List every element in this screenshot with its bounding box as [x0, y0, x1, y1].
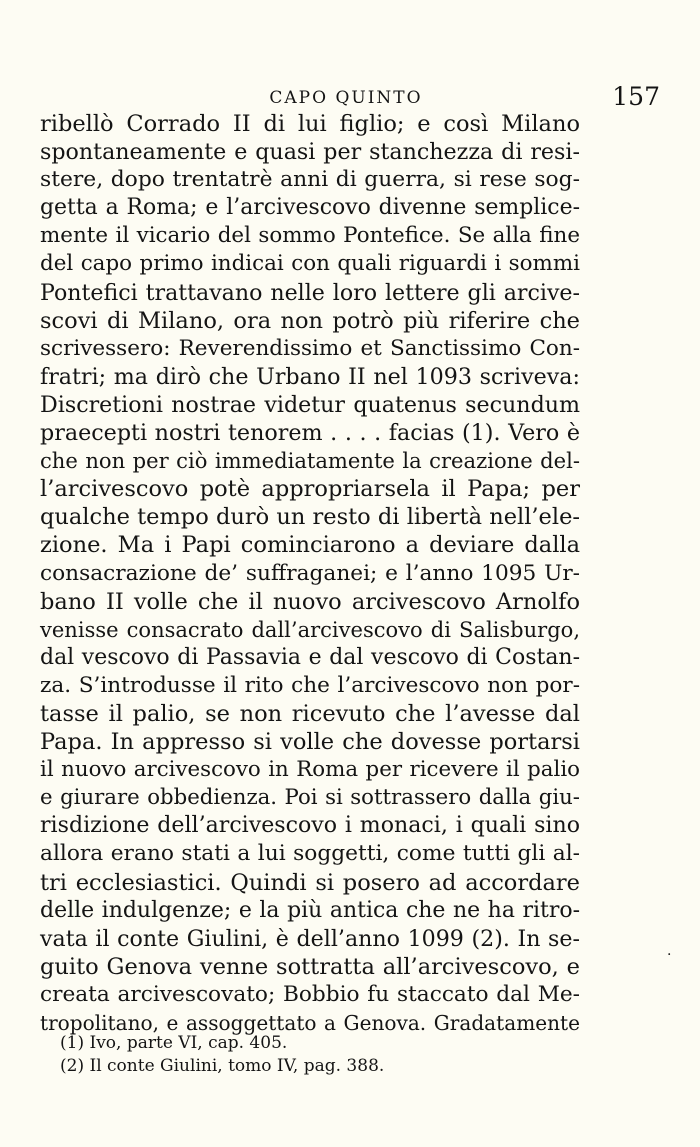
footnote-1: (1) Ivo, parte VI, cap. 405.	[60, 1033, 288, 1053]
text-line: dal vescovo di Passavia e dal vescovo di Costan-	[40, 644, 580, 670]
running-head	[40, 82, 660, 111]
footnotes	[60, 1032, 620, 1078]
running-title: CAPO QUINTO	[269, 88, 423, 108]
text-line: il nuovo arcivescovo in Roma per ricevere il palio	[40, 757, 580, 783]
text-line: vata il conte Giulini, è dell’anno 1099 (2). In se-	[40, 925, 580, 952]
text-line: risdizione dell’arcivescovo i monaci, i quali sino	[40, 813, 580, 839]
text-line: bano II volle che il nuovo arcivescovo Arnolfo	[40, 588, 580, 615]
text-line: fratri; ma dirò che Urbano II nel 1093 scriveva:	[40, 363, 580, 390]
text-line: scrivessero: Reverendissimo et Sanctissimo Con-	[40, 335, 580, 361]
text-line: zione. Ma i Papi cominciarono a deviare dalla	[40, 532, 580, 559]
text-line: spontaneamente e quasi per stanchezza di resi-	[40, 139, 580, 166]
text-line: che non per ciò immediatamente la creazione del-	[40, 448, 580, 474]
text-line: e giurare obbedienza. Poi si sottrassero dalla giu-	[40, 785, 580, 811]
text-line: scovi di Milano, ora non potrò più riferire che	[40, 307, 580, 334]
text-line: venisse consacrato dall’arcivescovo di Salisburgo,	[40, 616, 580, 642]
text-line: tropolitano, e assoggettato a Genova. Gradatamente	[40, 1011, 580, 1035]
text-line: za. S’introdusse il rito che l’arcivescovo non por-	[40, 672, 580, 698]
text-line: ribellò Corrado II di lui figlio; e così Milano	[40, 111, 580, 137]
margin-mark: ·	[667, 947, 672, 963]
text-line: Pontefici trattavano nelle loro lettere gli arcive-	[40, 279, 580, 306]
page-number: 157	[612, 82, 660, 111]
body-text	[40, 110, 580, 1037]
text-line: Papa. In appresso si volle che dovesse portarsi	[40, 729, 580, 756]
text-line: praecepti nostri tenorem . . . . facias (1). Vero è	[40, 420, 580, 447]
footnote-2: (2) Il conte Giulini, tomo IV, pag. 388.	[60, 1056, 385, 1076]
text-line: delle indulgenze; e la più antica che ne ha ritro-	[40, 897, 580, 923]
text-line: l’arcivescovo potè appropriarsela il Papa; per	[40, 476, 580, 503]
text-line: stere, dopo trentatrè anni di guerra, si rese sog-	[40, 167, 580, 193]
text-line: guito Genova venne sottratta all’arcivescovo, e	[40, 953, 580, 980]
text-line: tasse il palio, se non ricevuto che l’avesse dal	[40, 700, 580, 727]
text-line: qualche tempo durò un resto di libertà nell’ele-	[40, 504, 580, 531]
text-line: del capo primo indicai con quali riguardi i sommi	[40, 251, 580, 277]
text-line: mente il vicario del sommo Pontefice. Se alla fine	[40, 223, 580, 249]
text-line: allora erano stati a lui soggetti, come tutti gli al-	[40, 841, 580, 867]
text-line: Discretioni nostrae videtur quatenus secundum	[40, 391, 580, 418]
text-line: creata arcivescovato; Bobbio fu staccato dal Me-	[40, 981, 580, 1007]
text-line: tri ecclesiastici. Quindi si posero ad accordare	[40, 869, 580, 896]
text-line: consacrazione de’ suffraganei; e l’anno 1095 Ur-	[40, 560, 580, 586]
text-line: getta a Roma; e l’arcivescovo divenne semplice-	[40, 195, 580, 221]
